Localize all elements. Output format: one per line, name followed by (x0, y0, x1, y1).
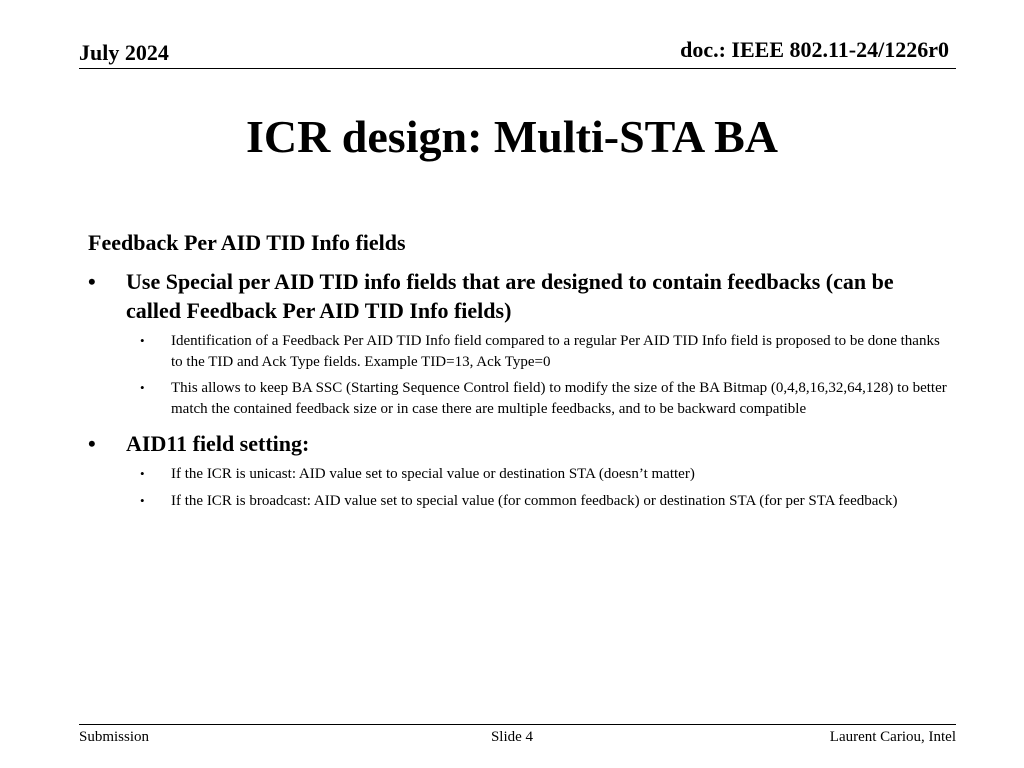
bullet-icon: • (140, 380, 145, 395)
sub-bullet-ba-ssc (88, 378, 948, 419)
footer-submission: Submission (79, 729, 150, 745)
sub-bullet-identification (88, 331, 948, 372)
header-doc-id: doc.: IEEE 802.11-24/1226r0 (680, 37, 949, 62)
header-divider (79, 68, 956, 69)
bullet-feedback-fields (88, 267, 948, 325)
header-date: July 2024 (79, 40, 169, 65)
slide-body (88, 229, 948, 517)
slide-title: ICR design: Multi-STA BA (245, 111, 779, 162)
section-heading: Feedback Per AID TID Info fields (88, 230, 406, 255)
sub-bullet-text: Identification of a Feedback Per AID TID Info field compared to a regular Per AID TID Info field is proposed to be done thanks to the TID and Ack Type fields. Example TID=13, Ack Type=0 (171, 333, 940, 370)
bullet-icon: • (88, 431, 96, 456)
bullet-icon: • (88, 269, 96, 294)
bullet-icon: • (140, 333, 145, 348)
bullet-text: Use Special per AID TID info fields that are designed to contain feedbacks (can be called Feedback Per AID TID Info fields) (126, 269, 894, 323)
bullet-icon: • (140, 492, 145, 508)
sub-bullet-broadcast (88, 491, 948, 512)
bullet-text: AID11 field setting: (126, 431, 310, 456)
footer-slide-number: Slide 4 (490, 729, 534, 745)
sub-bullet-text: If the ICR is unicast: AID value set to special value or destination STA (doesn’t matter) (171, 466, 695, 482)
footer-divider (79, 724, 956, 725)
sub-bullet-text: If the ICR is broadcast: AID value set to special value (for common feedback) or destination STA (for per STA feedback) (171, 492, 898, 509)
footer-author: Laurent Cariou, Intel (829, 729, 956, 745)
bullet-aid11-setting (88, 429, 948, 458)
bullet-icon: • (140, 466, 145, 481)
sub-bullet-text: This allows to keep BA SSC (Starting Sequence Control field) to modify the size of the BA Bitmap (0,4,8,16,32,64,128) to better match the contained feedback size or in case there are multiple feedbacks, and to be backward compatible (171, 380, 947, 417)
sub-bullet-unicast (88, 464, 948, 485)
